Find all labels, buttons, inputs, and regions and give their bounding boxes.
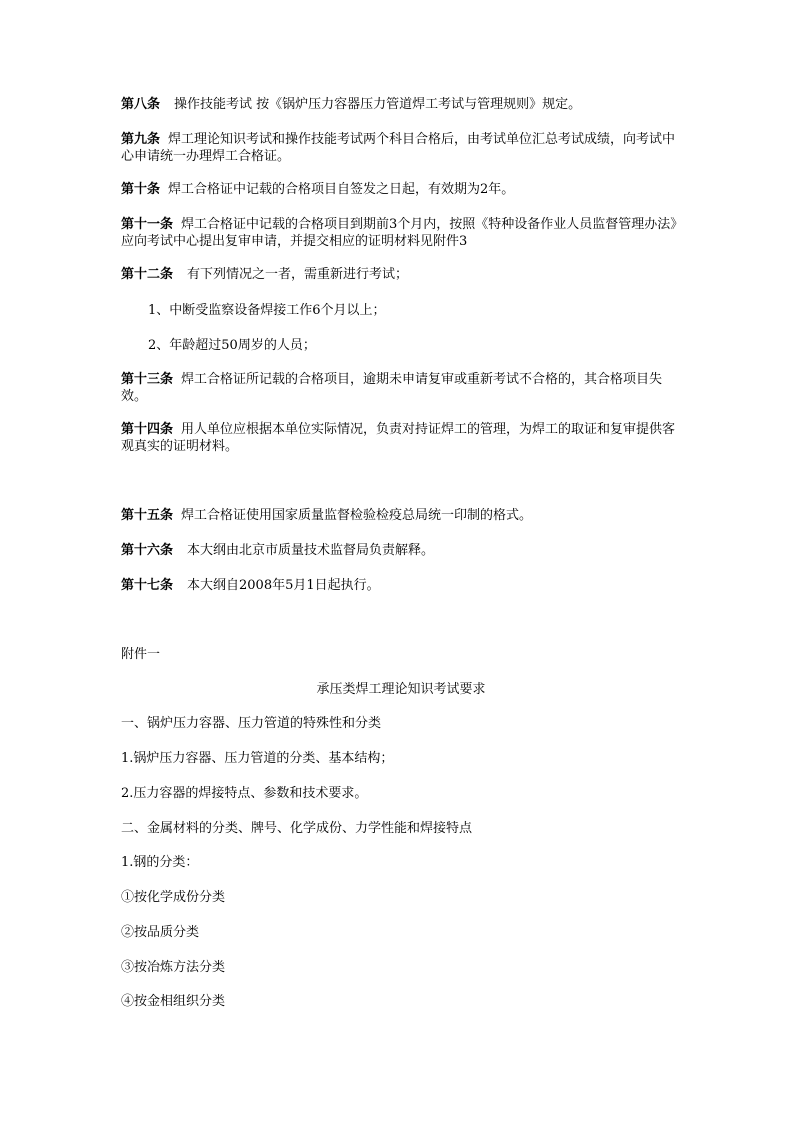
- article-text: 焊工理论知识考试和操作技能考试两个科目合格后，由考试单位汇总考试成绩，向考试中心申请统一办理焊工合格证。: [121, 132, 676, 164]
- article-label: 第十三条: [121, 372, 174, 387]
- article-13: [121, 371, 681, 405]
- article-label: 第十二条: [121, 267, 174, 282]
- appendix-line: ③按冶炼方法分类: [121, 960, 226, 975]
- article-text: 焊工合格证中记载的合格项目自签发之日起，有效期为2年。: [168, 182, 515, 197]
- article-text: 本大纲自2008年5月1日起执行。: [187, 578, 380, 593]
- article-16: [121, 542, 681, 559]
- article-text: 焊工合格证使用国家质量监督检验检疫总局统一印制的格式。: [181, 508, 533, 523]
- condition-text: 1、中断受监察设备焊接工作6个月以上；: [148, 303, 386, 318]
- article-label: 第十条: [121, 182, 161, 197]
- appendix-line: 一、锅炉压力容器、压力管道的特殊性和分类: [121, 716, 382, 731]
- article-label: 第十七条: [121, 578, 174, 593]
- article-label: 第八条: [121, 97, 161, 112]
- article-15: [121, 507, 681, 524]
- article-8: [121, 96, 681, 113]
- article-9: [121, 131, 681, 165]
- article-text: 本大纲由北京市质量技术监督局负责解释。: [187, 543, 435, 558]
- article-label: 第十四条: [121, 422, 174, 437]
- appendix-line: ②按品质分类: [121, 925, 200, 940]
- condition-text: 2、年龄超过50周岁的人员；: [148, 338, 316, 353]
- appendix-title: 承压类焊工理论知识考试要求: [316, 682, 486, 697]
- appendix-line: ①按化学成份分类: [121, 890, 226, 905]
- appendix-line: 二、金属材料的分类、牌号、化学成份、力学性能和焊接特点: [121, 821, 473, 836]
- article-text: 焊工合格证中记载的合格项目到期前3个月内，按照《特种设备作业人员监督管理办法》应向考试中心提出复审申请，并提交相应的证明材料见附件3: [121, 217, 677, 249]
- article-text: 操作技能考试 按《锅炉压力容器压力管道焊工考试与管理规则》规定。: [174, 97, 582, 112]
- article-14: [121, 421, 681, 455]
- appendix-line: 2.压力容器的焊接特点、参数和技术要求。: [121, 786, 368, 801]
- article-17: [121, 577, 681, 594]
- article-text: 焊工合格证所记载的合格项目，逾期未申请复审或重新考试不合格的，其合格项目失效。: [121, 372, 663, 404]
- appendix-line: 1.钢的分类：: [121, 855, 199, 870]
- article-12: [121, 266, 681, 283]
- appendix-label: 附件一: [121, 647, 161, 662]
- appendix-line: 1.锅炉压力容器、压力管道的分类、基本结构；: [121, 751, 394, 766]
- article-10: [121, 181, 681, 198]
- article-11: [121, 216, 681, 250]
- appendix-line: ④按金相组织分类: [121, 994, 226, 1009]
- article-label: 第十六条: [121, 543, 174, 558]
- condition-item-2: [148, 337, 668, 354]
- article-text: 有下列情况之一者，需重新进行考试；: [187, 267, 409, 282]
- article-label: 第九条: [121, 132, 161, 147]
- article-label: 第十五条: [121, 508, 174, 523]
- article-text: 用人单位应根据本单位实际情况，负责对持证焊工的管理，为焊工的取证和复审提供客观真实的证明材料。: [121, 422, 676, 454]
- condition-item-1: [148, 302, 668, 319]
- article-label: 第十一条: [121, 217, 174, 232]
